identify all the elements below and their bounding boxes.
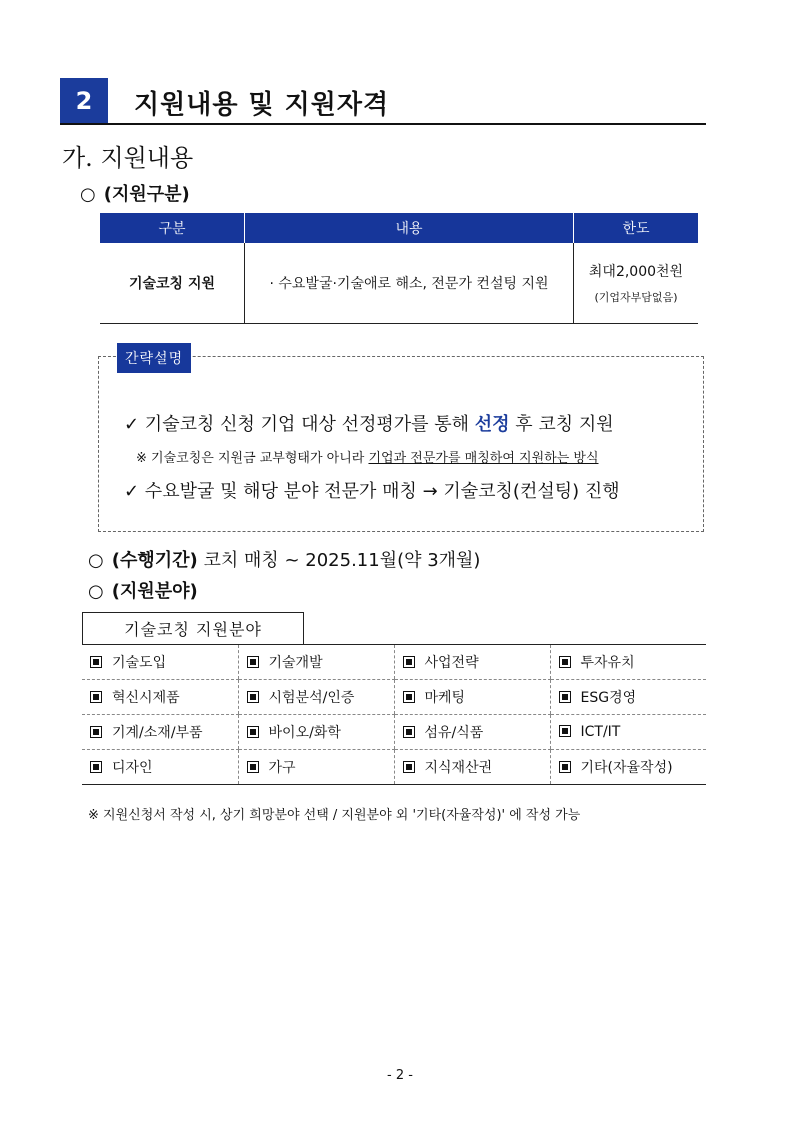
period-line (88, 546, 480, 572)
table-row (82, 750, 706, 785)
field-label: 디자인 (112, 760, 153, 776)
checked-square-icon (247, 691, 259, 703)
field-cell (238, 645, 394, 680)
checked-square-icon (403, 656, 415, 668)
footnote: ※ 지원신청서 작성 시, 상기 희망분야 선택 / 지원분야 외 '기타(자율작성)' 에 작성 가능 (88, 808, 581, 823)
table-row (82, 680, 706, 715)
field-cell (238, 715, 394, 750)
field-cell (550, 645, 706, 680)
field-cell (82, 750, 238, 785)
checked-square-icon (403, 726, 415, 738)
table-cell-category: 기술코칭 지원 (100, 243, 245, 324)
limit-note: (기업자부담없음) (594, 291, 678, 304)
field-label: 지식재산권 (424, 760, 493, 776)
period-text: 코치 매칭 ~ 2025.11월(약 3개월) (197, 550, 481, 571)
field-label: 시험분석/인증 (268, 690, 355, 706)
checked-square-icon (559, 761, 571, 773)
summary-line-2: ✓ 수요발굴 및 해당 분야 전문가 매칭 → 기술코칭(컨설팅) 진행 (124, 481, 620, 502)
field-cell (394, 715, 550, 750)
field-cell (394, 645, 550, 680)
table-header-limit: 한도 (574, 213, 699, 243)
circle-bullet-icon: ○ (88, 581, 104, 602)
summary-note (136, 447, 599, 466)
checked-square-icon (403, 761, 415, 773)
checked-square-icon (90, 761, 102, 773)
summary-highlight: 선정 (474, 414, 510, 435)
field-cell (238, 680, 394, 715)
summary-note-pre: ※ 기술코칭은 지원금 교부형태가 아니라 (136, 451, 369, 466)
subheading: 가. 지원내용 (62, 144, 194, 172)
field-label: ICT/IT (580, 724, 621, 740)
field-cell (82, 645, 238, 680)
checked-square-icon (559, 725, 571, 737)
table-header-category: 구분 (100, 213, 245, 243)
section-number: 2 (60, 78, 108, 124)
field-label: 사업전략 (424, 655, 479, 671)
field-cell (82, 715, 238, 750)
summary-label: 간략설명 (117, 343, 191, 373)
summary-note-underline: 기업과 전문가를 매칭하여 지원하는 방식 (368, 451, 599, 466)
table-cell-content: · 수요발굴·기술애로 해소, 전문가 컨설팅 지원 (245, 243, 574, 324)
field-cell (550, 715, 706, 750)
support-type-heading (80, 180, 190, 206)
field-cell (550, 750, 706, 785)
field-cell (82, 680, 238, 715)
checked-square-icon (247, 726, 259, 738)
summary-line-1-pre: ✓ 기술코칭 신청 기업 대상 선정평가를 통해 (124, 414, 475, 435)
checked-square-icon (559, 656, 571, 668)
field-label: 바이오/화학 (268, 725, 341, 741)
summary-line-1-post: 후 코칭 지원 (509, 414, 614, 435)
field-label: 투자유치 (580, 655, 635, 671)
summary-line-1 (124, 410, 614, 436)
page-number: - 2 - (387, 1068, 413, 1083)
circle-bullet-icon: ○ (80, 184, 96, 205)
field-label: 혁신시제품 (112, 690, 180, 706)
checked-square-icon (559, 691, 571, 703)
support-type-label: (지원구분) (103, 184, 190, 205)
field-label: ESG경영 (580, 690, 637, 706)
checked-square-icon (90, 691, 102, 703)
period-label: (수행기간) (111, 550, 198, 571)
field-cell (394, 680, 550, 715)
field-label: 섬유/식품 (424, 725, 484, 741)
field-cell (394, 750, 550, 785)
fields-heading-label: (지원분야) (111, 581, 198, 602)
fields-heading (88, 577, 198, 603)
checked-square-icon (247, 761, 259, 773)
field-label: 기술개발 (268, 655, 323, 671)
circle-bullet-icon: ○ (88, 550, 104, 571)
limit-amount: 최대2,000천원 (588, 264, 684, 280)
table-header-content: 내용 (245, 213, 574, 243)
table-row (82, 715, 706, 750)
table-row (82, 645, 706, 680)
table-cell-limit (574, 243, 699, 324)
field-cell (550, 680, 706, 715)
checked-square-icon (90, 726, 102, 738)
checked-square-icon (247, 656, 259, 668)
field-cell (238, 750, 394, 785)
support-table (100, 213, 698, 324)
fields-table (82, 644, 706, 785)
checked-square-icon (90, 656, 102, 668)
field-label: 기술도입 (112, 655, 167, 671)
field-label: 가구 (268, 760, 296, 776)
fields-tab: 기술코칭 지원분야 (82, 612, 304, 644)
field-label: 기타(자율작성) (580, 760, 673, 776)
section-title: 지원내용 및 지원자격 (134, 90, 390, 120)
field-label: 기계/소재/부품 (112, 725, 203, 741)
checked-square-icon (403, 691, 415, 703)
field-label: 마케팅 (424, 690, 466, 706)
summary-box (98, 356, 704, 532)
section-rule (60, 123, 706, 125)
